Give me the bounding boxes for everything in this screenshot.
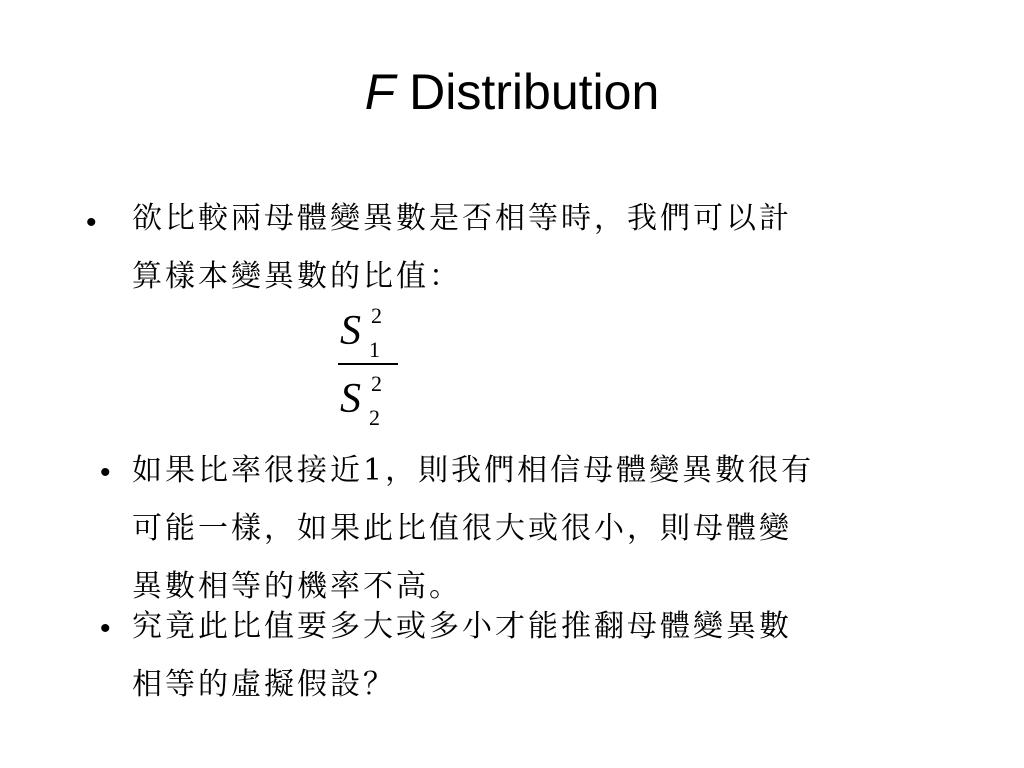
fraction-bar [338,363,398,365]
bullet-line: 如果比率很接近1，則我們相信母體變異數很有 [132,453,815,488]
variance-ratio-formula [336,300,400,436]
title-variable: F [364,64,396,120]
bullet-line: 欲比較兩母體變異數是否相等時，我們可以計 [132,201,792,236]
slide-title [0,62,1024,122]
bullet-line: 算樣本變異數的比值： [132,259,462,294]
denominator-variable: S [340,376,361,422]
bullet-marker: • [86,206,97,239]
bullet-marker: • [100,612,111,645]
bullet-line: 異數相等的機率不高。 [132,569,462,604]
bullet-line: 究竟此比值要多大或多小才能推翻母體變異數 [132,609,792,644]
bullet-text-1 [132,190,792,306]
bullet-line: 相等的虛擬假設？ [132,667,396,702]
numerator-subscript: 1 [369,337,380,362]
bullet-text-3 [132,598,792,714]
bullet-line: 可能一樣，如果此比值很大或很小，則母體變 [132,511,792,546]
numerator-variable: S [340,308,361,354]
bullet-text-2 [132,442,814,616]
denominator-superscript: 2 [371,371,382,396]
denominator-subscript: 2 [369,405,380,430]
bullet-marker: • [100,456,111,489]
title-text: Distribution [409,64,660,120]
numerator-superscript: 2 [371,303,382,328]
